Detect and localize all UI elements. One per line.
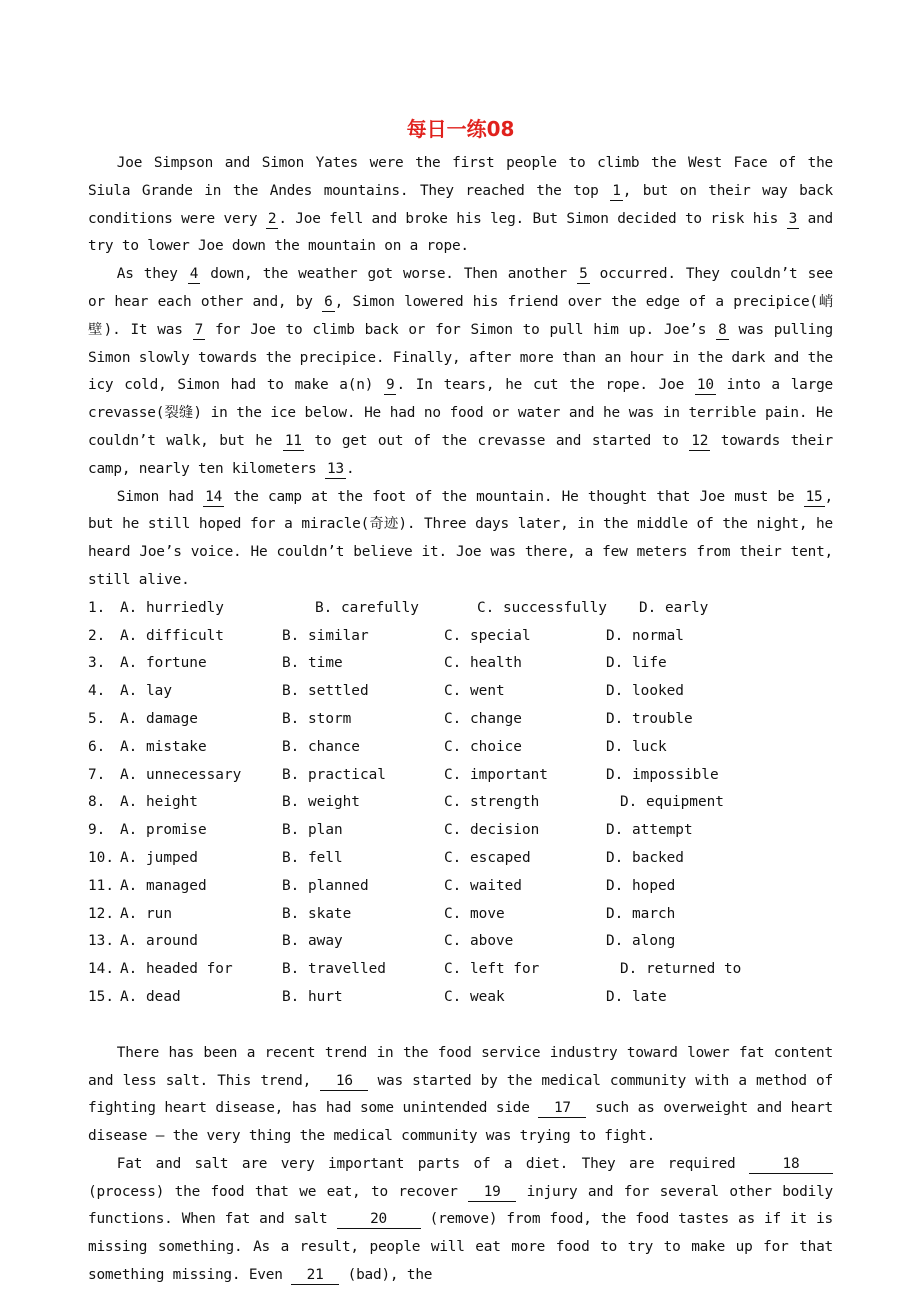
question-number: 2. (88, 627, 106, 644)
text: (remove) from food, the food tastes as if it is missing something. As a result, people will eat more food to try to make up for that something missing. Even (88, 1211, 833, 1284)
option-b[interactable]: B. hurt (282, 988, 343, 1005)
text: and try to lower Joe down the mountain on a rope. (88, 210, 834, 255)
option-a[interactable]: A. fortune (120, 655, 207, 672)
option-b[interactable]: B. skate (282, 905, 352, 922)
text: (bad), the (339, 1267, 433, 1284)
text: occurred. They couldn’t see or hear each other and, by (88, 266, 833, 310)
blank-3[interactable]: 3 (788, 210, 798, 227)
blank-14[interactable]: 14 (205, 488, 223, 505)
blank-9[interactable]: 9 (386, 377, 395, 394)
passage1-paragraph3 (88, 484, 833, 595)
blank-4[interactable]: 4 (189, 266, 199, 283)
option-row (88, 734, 833, 762)
blank-1[interactable]: 1 (612, 182, 621, 199)
option-a[interactable]: A. headed for (120, 961, 233, 978)
passage2-paragraph2 (88, 1151, 833, 1290)
option-d[interactable]: D. late (606, 988, 667, 1005)
question-number: 1. (88, 599, 106, 616)
text: There has been a recent trend in the food service industry toward lower fat content and less salt. This trend, (88, 1044, 833, 1089)
option-c[interactable]: C. change (444, 710, 522, 727)
option-row (88, 678, 833, 706)
text: was started by the medical community with a method of fighting heart disease, has had some unintended side (88, 1072, 833, 1117)
option-c[interactable]: C. escaped (444, 849, 531, 866)
option-c[interactable]: C. special (444, 627, 531, 644)
text: (process) the food that we eat, to recover (88, 1183, 469, 1200)
text: Simon had (116, 488, 204, 505)
option-a[interactable]: A. hurriedly (120, 599, 224, 616)
option-c[interactable]: C. above (444, 933, 514, 950)
text: the camp at the foot of the mountain. He thought that Joe must be (224, 488, 804, 505)
option-c[interactable]: C. waited (444, 877, 522, 894)
option-row (88, 901, 833, 929)
blank-7[interactable]: 7 (194, 321, 204, 338)
option-d[interactable]: D. march (606, 905, 676, 922)
option-c[interactable]: C. successfully (477, 599, 607, 616)
text: . Joe fell and broke his leg. But Simon decided to risk his (278, 210, 787, 227)
option-d[interactable]: D. luck (606, 738, 667, 755)
option-b[interactable]: B. travelled (282, 961, 386, 978)
option-c[interactable]: C. choice (444, 738, 522, 755)
question-number: 12. (88, 905, 114, 922)
blank-12[interactable]: 12 (691, 432, 709, 449)
question-number: 13. (88, 933, 114, 950)
option-d[interactable]: D. backed (606, 849, 684, 866)
option-a[interactable]: A. dead (120, 988, 181, 1005)
option-row (88, 928, 833, 956)
blank-20[interactable]: 20 (337, 1210, 421, 1229)
option-row (88, 873, 833, 901)
option-a[interactable]: A. damage (120, 710, 198, 727)
option-b[interactable]: B. storm (282, 710, 352, 727)
option-b[interactable]: B. chance (282, 738, 360, 755)
option-row (88, 595, 833, 623)
text: Fat and salt are very important parts of a diet. They are required (116, 1155, 749, 1172)
option-b[interactable]: B. practical (282, 766, 386, 783)
section-gap (88, 1012, 833, 1040)
option-c[interactable]: C. important (444, 766, 548, 783)
question-number: 8. (88, 794, 106, 811)
option-row (88, 845, 833, 873)
question-number: 3. (88, 655, 106, 672)
option-c[interactable]: C. decision (444, 822, 540, 839)
option-c[interactable]: C. left for (444, 961, 540, 978)
question-number: 11. (88, 877, 114, 894)
text: injury and for several other bodily functions. When fat and salt (88, 1183, 834, 1228)
option-b[interactable]: B. settled (282, 683, 369, 700)
option-c[interactable]: C. went (444, 683, 505, 700)
text: towards their camp, nearly ten kilometers (88, 432, 833, 477)
option-d[interactable]: D. life (606, 655, 667, 672)
blank-2[interactable]: 2 (267, 210, 277, 227)
blank-21[interactable]: 21 (291, 1266, 339, 1285)
option-d[interactable]: D. looked (606, 683, 684, 700)
option-b[interactable]: B. time (282, 655, 343, 672)
text: Joe Simpson and Simon Yates were the first people to climb the West Face of the Siula Grande in the Andes mountains. They reached the top (88, 155, 833, 199)
option-a[interactable]: A. promise (120, 822, 207, 839)
text: As they (116, 266, 188, 283)
option-b[interactable]: B. away (282, 933, 343, 950)
option-c[interactable]: C. strength (444, 794, 540, 811)
option-d[interactable]: D. hoped (606, 877, 676, 894)
option-a[interactable]: A. difficult (120, 627, 224, 644)
text: down, the weather got worse. Then another (200, 266, 578, 283)
option-a[interactable]: A. jumped (120, 849, 198, 866)
option-b[interactable]: B. similar (282, 627, 369, 644)
text: . In tears, he cut the rope. Joe (396, 377, 695, 394)
option-d[interactable]: D. equipment (620, 794, 724, 811)
blank-19[interactable]: 19 (468, 1183, 516, 1202)
question-number: 9. (88, 822, 106, 839)
option-b[interactable]: B. planned (282, 877, 369, 894)
question-number: 7. (88, 766, 106, 783)
option-d[interactable]: D. attempt (606, 822, 693, 839)
blank-13[interactable]: 13 (327, 460, 344, 477)
blank-10[interactable]: 10 (696, 377, 714, 394)
question-number: 14. (88, 961, 114, 978)
page-title: 每日一练08 (406, 117, 515, 141)
option-d[interactable]: D. impossible (606, 766, 719, 783)
option-a[interactable]: A. height (120, 794, 198, 811)
text: was pulling Simon slowly towards the precipice. Finally, after more than an hour in the dark and the icy cold, Simon had to make a(n) (88, 321, 833, 394)
option-row (88, 623, 833, 651)
option-a[interactable]: A. unnecessary (120, 766, 242, 783)
option-d[interactable]: D. early (639, 599, 709, 616)
option-a[interactable]: A. mistake (120, 738, 207, 755)
option-b[interactable]: B. plan (282, 822, 343, 839)
option-d[interactable]: D. returned to (620, 961, 742, 978)
question-number: 10. (88, 849, 114, 866)
text: , but he still hoped for a miracle(奇迹). Three days later, in the middle of the night, he heard Joe’s voice. He couldn’t believe it. Joe was there, a few meters from their tent, still alive. (88, 488, 833, 588)
option-d[interactable]: D. trouble (606, 710, 693, 727)
option-row (88, 789, 833, 817)
option-row (88, 984, 833, 1012)
passage2-paragraph1 (88, 1040, 833, 1151)
question-number: 4. (88, 683, 106, 700)
blank-6[interactable]: 6 (324, 293, 333, 310)
passage1-paragraph2 (88, 261, 833, 483)
text: to get out of the crevasse and started to (303, 432, 690, 449)
blank-5[interactable]: 5 (579, 266, 588, 283)
text: , Simon lowered his friend over the edge of a precipice(峭壁). It was (88, 293, 834, 338)
option-b[interactable]: B. fell (282, 849, 343, 866)
option-d[interactable]: D. along (606, 933, 676, 950)
blank-11[interactable]: 11 (284, 432, 302, 449)
option-d[interactable]: D. normal (606, 627, 684, 644)
option-row (88, 956, 833, 984)
option-row (88, 762, 833, 790)
option-a[interactable]: A. lay (120, 683, 172, 700)
question-number: 15. (88, 988, 114, 1005)
passage1-paragraph1 (88, 150, 833, 261)
blank-17[interactable]: 17 (538, 1099, 586, 1118)
option-a[interactable]: A. run (120, 905, 172, 922)
question-number: 6. (88, 738, 106, 755)
blank-15[interactable]: 15 (805, 488, 823, 505)
text: . (345, 460, 355, 477)
option-b[interactable]: B. weight (282, 794, 360, 811)
option-a[interactable]: A. around (120, 933, 198, 950)
option-b[interactable]: B. carefully (315, 599, 419, 616)
option-row (88, 817, 833, 845)
blank-8[interactable]: 8 (718, 321, 727, 338)
worksheet-page (88, 112, 833, 1290)
option-c[interactable]: C. weak (444, 988, 505, 1005)
option-a[interactable]: A. managed (120, 877, 207, 894)
option-c[interactable]: C. health (444, 655, 522, 672)
text: for Joe to climb back or for Simon to pull him up. Joe’s (205, 321, 717, 338)
blank-16[interactable]: 16 (320, 1072, 368, 1091)
option-row (88, 650, 833, 678)
text: into a large crevasse(裂缝) in the ice below. He had no food or water and he was in terrible pain. He couldn’t walk, but he (88, 377, 834, 449)
question-number: 5. (88, 710, 106, 727)
option-c[interactable]: C. move (444, 905, 505, 922)
option-row (88, 706, 833, 734)
options-list (88, 595, 833, 1012)
text: , but on their way back conditions were very (88, 182, 834, 227)
blank-18[interactable]: 18 (749, 1155, 833, 1174)
text: such as overweight and heart disease — the very thing the medical community was trying to fight. (88, 1100, 833, 1145)
